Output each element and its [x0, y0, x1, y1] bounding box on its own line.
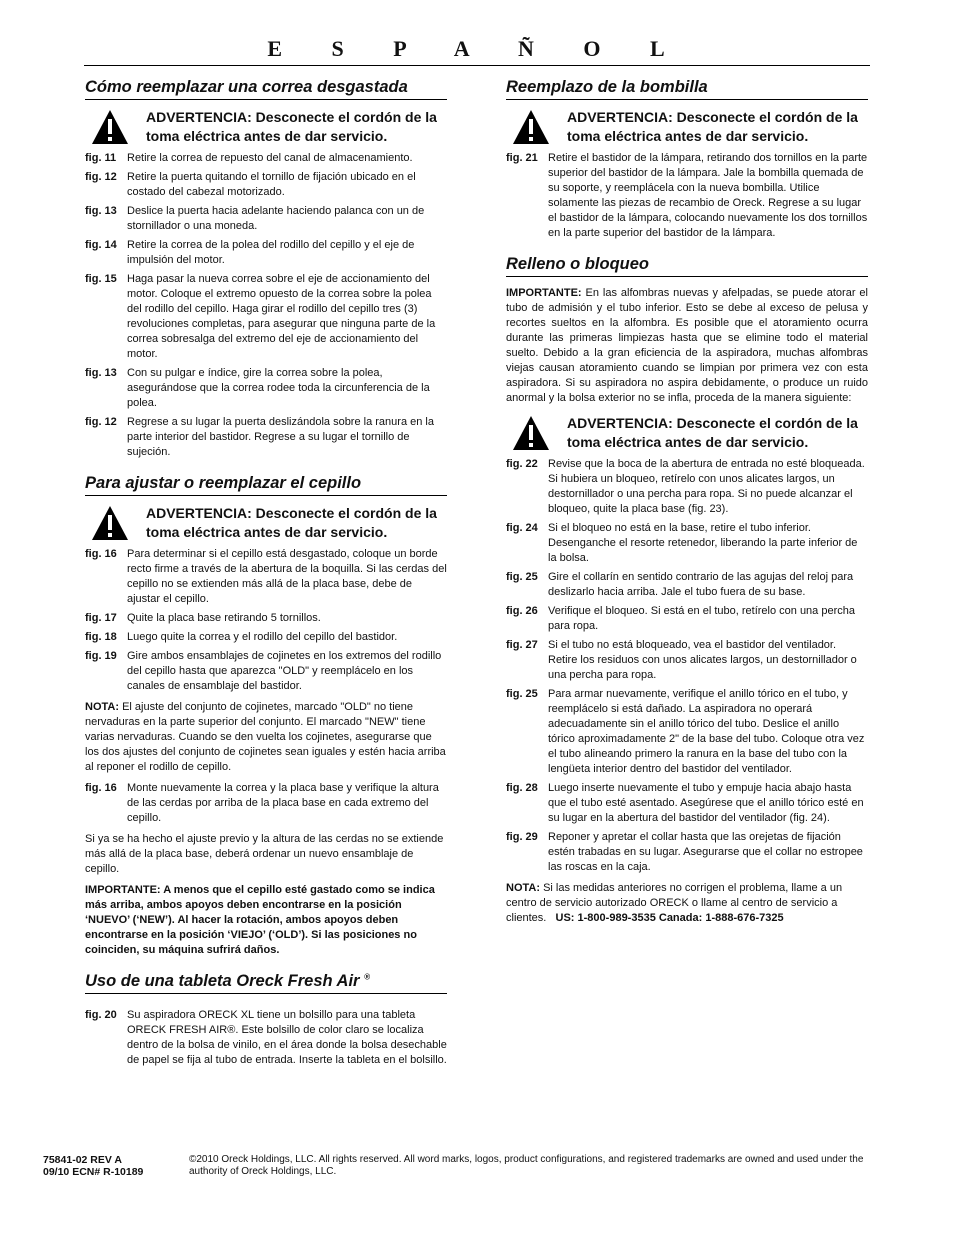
- warning-block: [506, 414, 868, 452]
- fig-label: fig. 25: [506, 571, 538, 583]
- step-text: Retire la puerta quitando el tornillo de fijación ubicado en el costado del cabezal motorizado.: [127, 171, 416, 198]
- step-item: [506, 781, 868, 826]
- step-item: [85, 238, 447, 268]
- step-item: [506, 521, 868, 566]
- doc-code-line2: 09/10 ECN# R-10189: [43, 1166, 144, 1178]
- fig-label: fig. 24: [506, 522, 538, 534]
- step-text: Para determinar si el cepillo está desgastado, coloque un borde recto firme a través de la abertura de la boquilla. Si las cerdas del cepillo no se extienden más allá de la placa base, debe de ajustar el cepillo.: [127, 548, 447, 605]
- step-text: Deslice la puerta hacia adelante haciendo palanca con un de stornillador o una moneda.: [127, 205, 425, 232]
- fig-label: fig. 27: [506, 639, 538, 651]
- warning-icon: [91, 505, 129, 541]
- section-title: Reemplazo de la bombilla: [506, 78, 868, 100]
- warning-block: [85, 108, 447, 146]
- note-label: NOTA:: [506, 882, 541, 894]
- fig-label: fig. 18: [85, 631, 117, 643]
- step-text: Si el bloqueo no está en la base, retire el tubo inferior. Desenganche el resorte retenedor, liberando la parte inferior de la bolsa.: [548, 522, 858, 564]
- step-item: [506, 638, 868, 683]
- section-belt: [85, 78, 447, 460]
- section-blockage: [506, 255, 868, 926]
- fig-label: fig. 15: [85, 273, 117, 285]
- registered-mark: ®: [364, 972, 370, 982]
- language-title: E S P A Ñ O L: [267, 36, 687, 61]
- warning-text: ADVERTENCIA: Desconecte el cordón de la toma eléctrica antes de dar servicio.: [567, 415, 858, 450]
- fig-label: fig. 16: [85, 548, 117, 560]
- step-text: Gire ambos ensamblajes de cojinetes en los extremos del rodillo del cepillo hasta que aparezca "OLD" y reemplácelo en los canales de ensamblaje del bastidor.: [127, 650, 442, 692]
- right-column: [506, 78, 868, 940]
- step-item: [85, 547, 447, 607]
- step-item: [85, 630, 447, 645]
- step-text: Haga pasar la nueva correa sobre el eje de accionamiento del motor. Coloque el extremo opuesto de la correa sobre la polea del rodillo del cepillo. Haga girar el rodillo del cepillo tres (3) revoluciones completas, para asegurar que ninguna parte de la correa sobresalga del extremo del eje de accionamiento del motor.: [127, 273, 436, 360]
- step-text: Retire la correa de repuesto del canal de almacenamiento.: [127, 152, 413, 164]
- fig-label: fig. 22: [506, 458, 538, 470]
- importante-text: En las alfombras nuevas y afelpadas, se puede atorar el tubo de admisión y el tubo inferior. Esto se debe al exceso de pelusa y recortes sueltos en la alfombra. Es posible que el atoramiento ocurra durante las primeras limpiezas hasta que se elimine todo el material suelto. Debido a la gran eficiencia de la aspiradora, muchas alfombras viejas causan atoramiento cuando se limpian por primera vez con esta aspiradora. Si su aspiradora no aspira debidamente, o produce un ruido anormal y la bolsa exterior no se infla, proceda de la manera siguiente:: [506, 287, 868, 404]
- step-item: [85, 151, 447, 166]
- fig-label: fig. 25: [506, 688, 538, 700]
- importante-paragraph: IMPORTANTE: A menos que el cepillo esté gastado como se indica más arriba, ambos apoyos deben encontrarse en la posición ‘NUEVO’ (‘NEW’). Al hacer la rotación, ambos apoyos deben encontrarse en la posición ‘VIEJO’ (‘OLD’). Si las posiciones no coinciden, su máquina sufrirá daños.: [85, 884, 435, 956]
- warning-icon: [512, 109, 550, 145]
- importante-label: IMPORTANTE:: [506, 287, 582, 299]
- fig-label: fig. 26: [506, 605, 538, 617]
- doc-code-line1: 75841-02 REV A: [43, 1154, 122, 1166]
- step-text: Revise que la boca de la abertura de entrada no esté bloqueada. Si hubiera un bloqueo, retírelo con unos alicates largos, un destornillador o una percha para ropa. Si no puede alcanzar el bloqueo, quite la placa base (fig. 23).: [548, 458, 865, 515]
- fig-label: fig. 13: [85, 205, 117, 217]
- step-text: Si el tubo no está bloqueado, vea el bastidor del ventilador. Retire los residuos con unos alicates largos, un destornillador o una percha para ropa.: [548, 639, 857, 681]
- warning-icon: [512, 415, 550, 451]
- step-item: [506, 151, 868, 241]
- warning-block: [85, 504, 447, 542]
- section-title-text: Uso de una tableta Oreck Fresh Air: [85, 972, 360, 990]
- step-text: Verifique el bloqueo. Si está en el tubo, retírelo con una percha para ropa.: [548, 605, 855, 632]
- step-item: [85, 781, 447, 826]
- note-text: Si las medidas anteriores no corrigen el problema, llame a un centro de servicio autorizado ORECK o llame al centro de servicio a clientes.: [506, 882, 843, 924]
- step-text: Reponer y apretar el collar hasta que las orejetas de fijación estén trabadas en su lugar. Asegurarse que el collar no estropee las roscas en la caja.: [548, 831, 863, 873]
- doc-code: [43, 1154, 143, 1178]
- fig-label: fig. 12: [85, 171, 117, 183]
- fig-label: fig. 16: [85, 782, 117, 794]
- step-text: Retire el bastidor de la lámpara, retirando dos tornillos en la parte superior del bastidor de la lámpara. Jale la bombilla quemada de su soporte, y reemplácela con la nueva bombilla. Utilice solamente las piezas de recambio de Oreck. Regrese a su lugar el bastidor de la lámpara, colocando nuevamente los dos tornillos en la parte superior del bastidor de la lámpara.: [548, 152, 868, 239]
- step-item: [85, 366, 447, 411]
- fig-label: fig. 14: [85, 239, 117, 251]
- fig-label: fig. 11: [85, 152, 117, 164]
- section-title: [85, 972, 447, 994]
- section-fresh-air: [85, 972, 447, 1068]
- step-item: [506, 457, 868, 517]
- fig-label: fig. 19: [85, 650, 117, 662]
- top-divider: [84, 65, 870, 66]
- step-item: [85, 415, 447, 460]
- note-label: NOTA:: [85, 701, 120, 713]
- warning-block: [506, 108, 868, 146]
- step-item: [85, 170, 447, 200]
- step-text: Para armar nuevamente, verifique el anillo tórico en el tubo, y reemplácelo si está dañado. La aspiradora no operará adecuadamente sin el anillo tórico del tubo. Deslice el anillo tórico aproximadamente 2" de la base del tubo. Coloque otra vez el tubo alineando primero la ranura en la base del tubo con la lengüeta interior dentro del bastidor del ventilador.: [548, 688, 865, 775]
- section-title: Relleno o bloqueo: [506, 255, 868, 277]
- step-item: [85, 649, 447, 694]
- copyright-text: ©2010 Oreck Holdings, LLC. All rights reserved. All word marks, logos, product configurations, and registered trademarks are owned and used under the authority of Oreck Holdings, LLC.: [189, 1154, 864, 1177]
- section-title: Cómo reemplazar una correa desgastada: [85, 78, 447, 100]
- section-brush: [85, 474, 447, 958]
- note-paragraph: [85, 700, 447, 775]
- section-title: Para ajustar o reemplazar el cepillo: [85, 474, 447, 496]
- step-item: [506, 830, 868, 875]
- note-paragraph: [506, 881, 868, 926]
- step-text: Quite la placa base retirando 5 tornillos.: [127, 612, 321, 624]
- phone-numbers: US: 1-800-989-3535 Canada: 1-888-676-7325: [555, 912, 784, 924]
- step-item: [506, 570, 868, 600]
- warning-text: ADVERTENCIA: Desconecte el cordón de la toma eléctrica antes de dar servicio.: [567, 109, 858, 144]
- warning-text: ADVERTENCIA: Desconecte el cordón de la toma eléctrica antes de dar servicio.: [146, 109, 437, 144]
- step-item: [85, 611, 447, 626]
- fig-label: fig. 28: [506, 782, 538, 794]
- left-column: [85, 78, 447, 1082]
- note-text: El ajuste del conjunto de cojinetes, marcado "OLD" no tiene nervaduras en la parte superior del conjunto. El marcado "NEW" tiene varias nervaduras. Cuando se den vuelta los cojinetes, asegurarse que los dos ajustes del conjunto de cojinetes sean iguales y estén hacia arriba al reponer el rodillo de cepillo.: [85, 701, 446, 773]
- fig-label: fig. 29: [506, 831, 538, 843]
- step-text: Regrese a su lugar la puerta deslizándola sobre la ranura en la parte interior del bastidor. Regrese a su lugar el tornillo de sujeción.: [127, 416, 434, 458]
- step-text: Retire la correa de la polea del rodillo del cepillo y el eje de impulsión del motor.: [127, 239, 415, 266]
- step-item: [506, 687, 868, 777]
- step-text: Luego inserte nuevamente el tubo y empuje hacia abajo hasta que el tubo esté asentado. Asegúrese que el anillo tórico esté en su lugar en la abertura del bastidor del ventilador (fig. 24).: [548, 782, 864, 824]
- step-text: Monte nuevamente la correa y la placa base y verifique la altura de las cerdas por arriba de la placa base en cada extremo del cepillo.: [127, 782, 439, 824]
- step-text: Luego quite la correa y el rodillo del cepillo del bastidor.: [127, 631, 398, 643]
- step-item: [85, 272, 447, 362]
- warning-icon: [91, 109, 129, 145]
- step-item: [85, 1008, 447, 1068]
- warning-text: ADVERTENCIA: Desconecte el cordón de la toma eléctrica antes de dar servicio.: [146, 505, 437, 540]
- step-text: Su aspiradora ORECK XL tiene un bolsillo para una tableta ORECK FRESH AIR®. Este bolsillo de color claro se localiza dentro de la bolsa de vinilo, en el área donde la bolsa desechable de papel se fija al tubo de entrada. Inserte la tableta en el bolsillo.: [127, 1009, 447, 1066]
- step-item: [506, 604, 868, 634]
- step-item: [85, 204, 447, 234]
- step-text: Con su pulgar e índice, gire la correa sobre la polea, asegurándose que la correa rodee toda la circunferencia de la polea.: [127, 367, 430, 409]
- importante-paragraph: [506, 286, 868, 406]
- body-paragraph: Si ya se ha hecho el ajuste previo y la altura de las cerdas no se extiende más allá de la placa base, deberá ordenar un nuevo ensamblaje de cepillo.: [85, 833, 444, 875]
- step-text: Gire el collarín en sentido contrario de las agujas del reloj para deslizarlo hacia arriba. Jale el tubo fuera de su base.: [548, 571, 854, 598]
- fig-label: fig. 20: [85, 1009, 117, 1021]
- fig-label: fig. 13: [85, 367, 117, 379]
- fig-label: fig. 17: [85, 612, 117, 624]
- section-bulb: [506, 78, 868, 241]
- fig-label: fig. 12: [85, 416, 117, 428]
- fig-label: fig. 21: [506, 152, 538, 164]
